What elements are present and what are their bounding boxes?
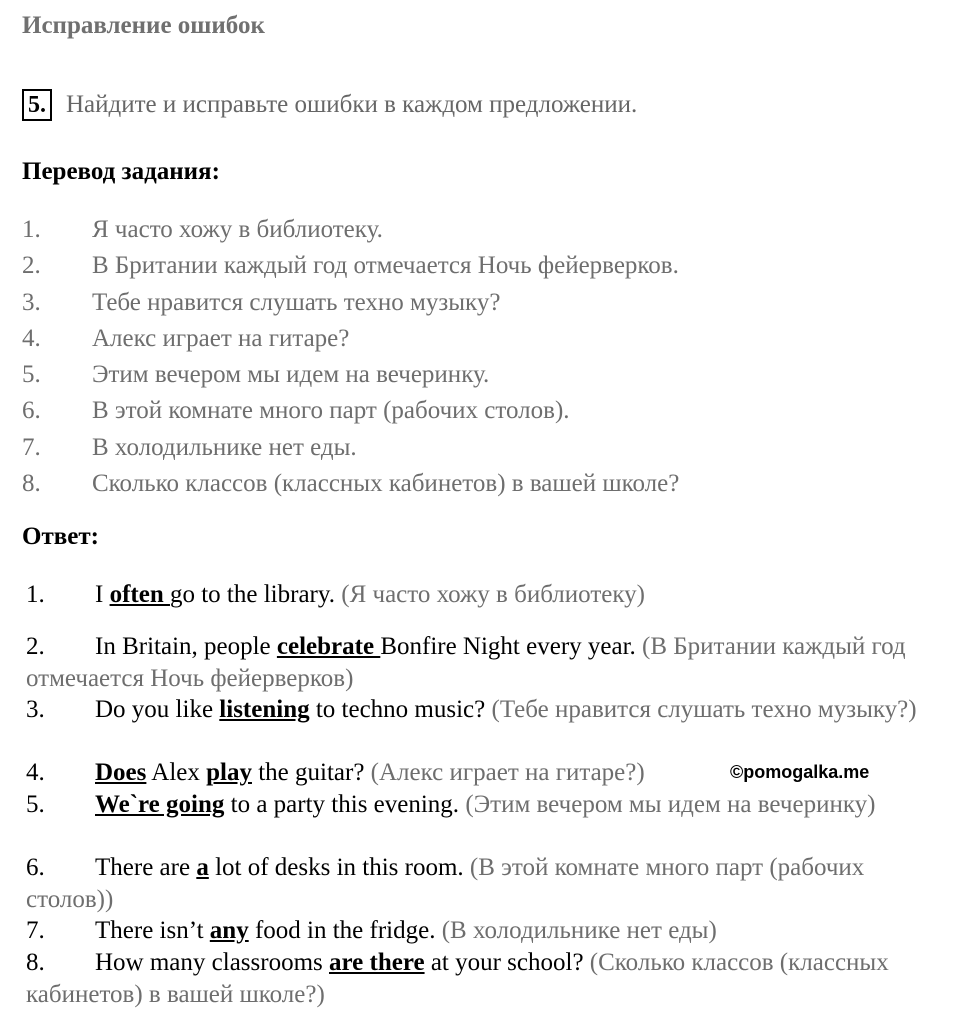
item-number: 5.: [26, 791, 45, 818]
answer-text: Bonfire Night every year.: [380, 633, 636, 660]
item-number: 3.: [22, 288, 41, 316]
translation-item: [22, 430, 679, 466]
translation-title: Перевод задания:: [22, 158, 220, 185]
task-instruction: Найдите и исправьте ошибки в каждом предложении.: [66, 91, 638, 118]
item-number: 2.: [26, 633, 45, 660]
answer-text: Do you like: [95, 696, 220, 723]
answer-title: Ответ:: [22, 523, 99, 550]
item-number: 4.: [26, 759, 45, 786]
answer-text: There isn’t: [95, 917, 210, 944]
correction: listening: [219, 696, 310, 723]
item-number: 2.: [22, 252, 41, 280]
answer-text: I: [95, 581, 110, 608]
answer-item: [26, 915, 946, 947]
answer-text: to techno music?: [309, 696, 486, 723]
item-number: 1.: [26, 581, 45, 608]
answer-item: [26, 947, 946, 1010]
answer-text: go to the library.: [169, 581, 335, 608]
item-number: 8.: [22, 470, 41, 498]
translation-item: [22, 321, 679, 357]
answer-translation: (Этим вечером мы идем на вечеринку): [459, 791, 876, 818]
answer-translation: (Алекс играет на гитаре?): [364, 759, 645, 786]
item-number: 7.: [22, 433, 41, 461]
answer-translation: (Я часто хожу в библиотеку): [335, 581, 645, 608]
task-row: [22, 88, 637, 122]
answer-text: lot of desks in this room.: [208, 854, 464, 881]
answer-item: [26, 579, 946, 611]
answer-translation: (Сколько классов (классных кабинетов) в вашей школе?): [26, 949, 889, 1008]
item-text: В Британии каждый год отмечается Ночь фейерверков.: [92, 252, 679, 280]
answer-text: to a party this evening.: [224, 791, 460, 818]
item-number: 8.: [26, 949, 45, 976]
item-number: 5.: [22, 361, 41, 389]
translation-list: [22, 212, 679, 502]
page-heading: Исправление ошибок: [22, 12, 265, 39]
translation-item: [22, 212, 679, 248]
item-text: Сколько классов (классных кабинетов) в вашей школе?: [92, 470, 680, 498]
answer-translation: (Тебе нравится слушать техно музыку?): [485, 696, 917, 723]
translation-item: [22, 393, 679, 429]
answer-text: the guitar?: [251, 759, 365, 786]
answer-translation: (В Британии каждый год отмечается Ночь фейерверков): [26, 633, 906, 692]
watermark: ©pomogalka.me: [730, 762, 870, 782]
correction: We`re going: [95, 791, 225, 818]
translation-item: [22, 466, 679, 502]
item-number: 4.: [22, 324, 41, 352]
item-number: 6.: [22, 397, 41, 425]
task-number-box: 5.: [22, 89, 52, 121]
answer-translation: (В этой комнате много парт (рабочих столов)): [26, 854, 865, 913]
answer-text: at your school?: [424, 949, 584, 976]
answer-text: How many classrooms: [95, 949, 329, 976]
answer-text: Alex: [146, 759, 207, 786]
answer-text: food in the fridge.: [248, 917, 436, 944]
correction: are there: [329, 949, 425, 976]
translation-item: [22, 248, 679, 284]
answer-item: [26, 631, 946, 694]
item-number: 7.: [26, 917, 45, 944]
answer-item: [26, 694, 946, 726]
item-text: В холодильнике нет еды.: [92, 433, 357, 461]
correction: a: [196, 854, 209, 881]
correction: Does: [95, 759, 147, 786]
answer-translation: (В холодильнике нет еды): [435, 917, 717, 944]
item-number: 1.: [22, 216, 41, 243]
answer-item: [26, 789, 946, 821]
item-text: Тебе нравится слушать техно музыку?: [92, 288, 501, 316]
item-text: Этим вечером мы идем на вечеринку.: [92, 361, 490, 389]
translation-item: [22, 285, 679, 321]
item-text: Алекс играет на гитаре?: [92, 324, 350, 352]
correction: celebrate: [276, 633, 381, 660]
item-number: 6.: [26, 854, 45, 881]
answer-item: [26, 852, 946, 915]
translation-item: [22, 357, 679, 393]
correction: play: [206, 759, 252, 786]
item-text: Я часто хожу в библиотеку.: [92, 216, 383, 243]
item-number: 3.: [26, 696, 45, 723]
correction: any: [209, 917, 249, 944]
answer-text: There are: [95, 854, 197, 881]
answer-text: In Britain, people: [95, 633, 277, 660]
item-text: В этой комнате много парт (рабочих столов).: [92, 397, 570, 425]
correction: often: [109, 581, 170, 608]
